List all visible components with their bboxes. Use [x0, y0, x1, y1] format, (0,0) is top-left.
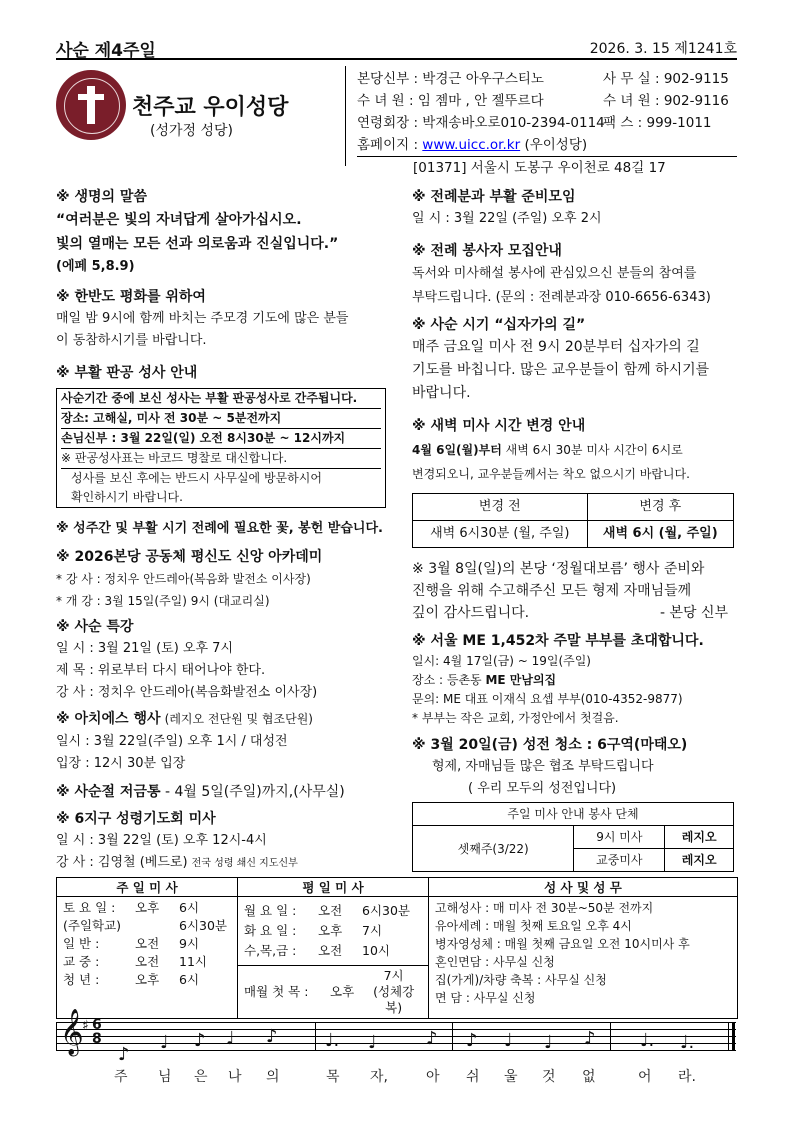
left-column: ※ 생명의 말씀 “여러분은 빛의 자녀답게 살아가십시오. 빛의 열매는 모든 선과 의로움과 진실입니다.” (에페 5,8.9) ※ 한반도 평화를 위하여 매일 밤 9시에 함께 바치는 주모경 기도에 많은 분들 이 동참하시기를 바랍니다. ※ 부활 판공 성사 안내 사순기간 중에 보신 성사는 부활 판공성사로 간주됩니다. 장소: 고해실, 미사 전 30분 ~ 5분전까지 손님신부 : 3월 22일(일) 오전 8시30분 ~ 12시까지 ※ 판공성사표는 바코드 명찰로 대신합니다. 성사를 보신 후에는 반드시 사무실에 방문하시어 확인하시기 바랍니다. ※ 성주간 및 부활 시기 전례에 필요한 꽃, 봉헌 받습니다. ※ 2026본당 공동체 평신도 신앙 아카데미 * 강 사 : 정치우 안드레아(복음화 발전소 이사장) * 개 강 : 3월 15일(주일) 9시 (대교리실) ※ 사순 특강 일 시 : 3월 21일 (토) 오후 7시 제 목 : 위로부터 다시 태어나야 한다. 강 사 : 정치우 안드레아(복음화발전소 이사장) ※ 아치에스 행사 (레지오 전단원 및 협조단원) 일시 : 3월 22일(주일) 오후 1시 / 대성전 입장 : 12시 30분 입장 ※ 사순절 저금통 - 4월 5일(주일)까지,(사무실) ※ 6지구 성령기도회 미사 일 시 : 3월 22일 (토) 오후 12시-4시 강 사 : 김영철 (베드로) 전국 성령 쇄신 지도신부 [56, 186, 386, 875]
schedule-table: 주 일 미 사 평 일 미 사 성 사 및 성 무 토 요 일 : 오후 6시 (주일학교) 6시30분 일 반 : 오전 9시 교 중 : 오전 11시 청 년 : 오후 6시 월 요 일 : 오전 6시30분 화 요 일 : 오후 7시 수,목,금 : 오전 10시 매월 첫 목 : 오후 7시 (성체강복) 고해성사 : 매 미사 전 30분~50분 전까지 유아세례 : 매월 첫째 토요일 오후 4시 병자영성체 : 매월 첫째 금요일 오전 10시미사 후 혼인면담 : 사무실 신청 집(가게)/차량 축복 : 사무실 신청 면 담 : 사무실 신청 [56, 877, 738, 1019]
church-subtitle: (성가정 성당) [150, 123, 233, 139]
homepage-link[interactable]: www.uicc.or.kr [422, 137, 521, 153]
address: [01371] 서울시 도봉구 우이천로 48길 17 [357, 156, 737, 179]
header-divider [345, 66, 346, 166]
duty-table: 주일 미사 안내 봉사 단체 셋째주(3/22) 9시 미사 레지오 교중미사 레지오 [412, 802, 734, 872]
church-name: 천주교 우이성당 [132, 95, 289, 120]
confession-box: 사순기간 중에 보신 성사는 부활 판공성사로 간주됩니다. 장소: 고해실, 미사 전 30분 ~ 5분전까지 손님신부 : 3월 22일(일) 오전 8시30분 ~ 12시까지 ※ 판공성사표는 바코드 명찰로 대신합니다. 성사를 보신 후에는 반드시 사무실에 방문하시어 확인하시기 바랍니다. [56, 388, 386, 508]
contact-info: 본당신부 : 박경근 아우구스티노 사 무 실 : 902-9115 수 녀 원 : 임 젬마 , 안 젤뚜르다 수 녀 원 : 902-9116 연령회장 : 박재송바오로010-2394-0114 팩 스 : 999-1011 홈페이지 : www.uicc.or.kr (우이성당) [01371] 서울시 도봉구 우이천로 48길 17 [357, 68, 737, 179]
time-signature: 6 8 [92, 1017, 102, 1047]
treble-clef-icon: 𝄞 [60, 1009, 84, 1055]
season-title: 사순 제4주일 [56, 41, 156, 61]
church-logo [56, 70, 126, 140]
header-rule [56, 58, 737, 60]
time-change-table: 변경 전 변경 후 새벽 6시30분 (월, 주일) 새벽 6시 (월, 주일) [412, 493, 734, 548]
issue-date: 2026. 3. 15 제1241호 [589, 41, 737, 57]
section-heading: ※ 생명의 말씀 [56, 189, 147, 205]
right-column: ※ 전례분과 부활 준비모임 일 시 : 3월 22일 (주일) 오후 2시 ※ 전례 봉사자 모집안내 독서와 미사해설 봉사에 관심있으신 분들의 참여를 부탁드립니다. (문의 : 전례분과장 010-6656-6343) ※ 사순 시기 “십자가의 길” 매주 금요일 미사 전 9시 20분부터 십자가의 길 기도를 바칩니다. 많은 교우분들이 함께 하시기를 바랍니다. ※ 새벽 미사 시간 변경 안내 4월 6일(월)부터 새벽 6시 30분 미사 시간이 6시로 변경되오니, 교우분들께서는 착오 없으시기 바랍니다. 변경 전 변경 후 새벽 6시30분 (월, 주일) 새벽 6시 (월, 주일) ※ 3월 8일(일)의 본당 ‘정월대보름’ 행사 준비와 진행을 위해 수고해주신 모든 형제 자매님들께 깊이 감사드립니다. - 본당 신부 ※ 서울 ME 1,452차 주말 부부를 초대합니다. 일시: 4월 17일(금) ~ 19일(주일) 장소 : 등촌동 ME 만남의집 문의: ME 대표 이재식 요셉 부부(010-4352-9877) * 부부는 작은 교회, 가정안에서 첫걸음. ※ 3월 20일(금) 성전 청소 : 6구역(마태오) 형제, 자매님들 많은 협조 부탁드립니다 ( 우리 모두의 성전입니다) 주일 미사 안내 봉사 단체 셋째주(3/22) 9시 미사 레지오 교중미사 레지오 [412, 186, 738, 872]
